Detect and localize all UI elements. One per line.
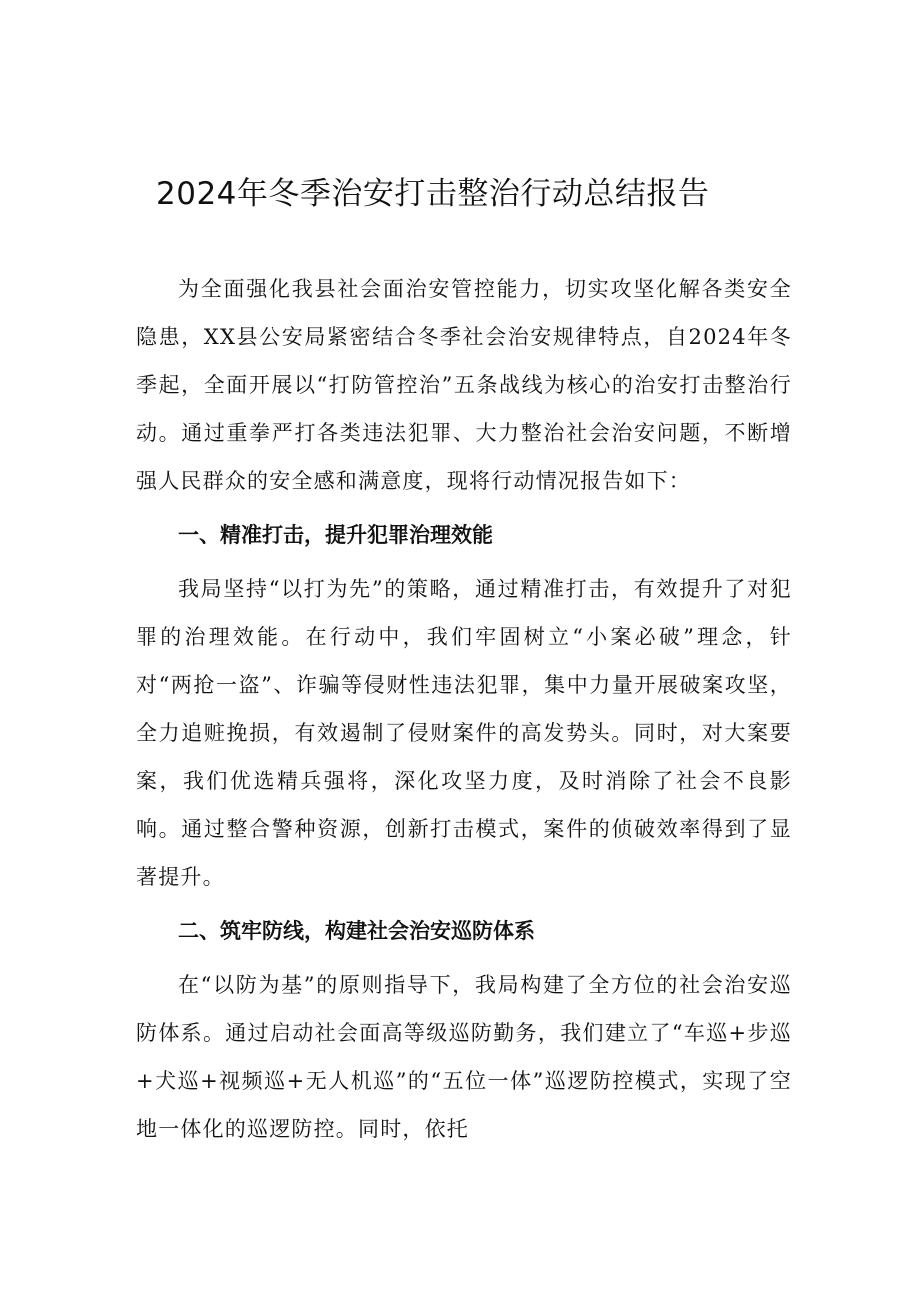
section-paragraph-1: 我局坚持“以打为先”的策略，通过精准打击，有效提升了对犯罪的治理效能。在行动中，我们牢固树立“小案必破”理念，针对“两抢一盗”、诈骗等侵财性违法犯罪，集中力量开展破案攻坚，全力追赃挽损，有效遏制了侵财案件的高发势头。同时，对大案要案，我们优选精兵强将，深化攻坚力度，及时消除了社会不良影响。通过整合警种资源，创新打击模式，案件的侦破效率得到了显著提升。: [136, 577, 792, 889]
document-title: 2024年冬季治安打击整治行动总结报告: [156, 176, 710, 212]
section-heading-2: 二、筑牢防线，构建社会治安巡防体系: [178, 919, 535, 943]
section-heading-1: 一、精准打击，提升犯罪治理效能: [178, 523, 493, 547]
document-body: [136, 265, 792, 1153]
section-paragraph-2: 在“以防为基”的原则指导下，我局构建了全方位的社会治安巡防体系。通过启动社会面高等级巡防勤务，我们建立了“车巡+步巡+犬巡+视频巡+无人机巡”的“五位一体”巡逻防控模式，实现了空地一体化的巡逻防控。同时，依托: [136, 973, 792, 1141]
intro-paragraph: 为全面强化我县社会面治安管控能力，切实攻坚化解各类安全隐患，XX县公安局紧密结合冬季社会治安规律特点，自2024年冬季起，全面开展以“打防管控治”五条战线为核心的治安打击整治行动。通过重拳严打各类违法犯罪、大力整治社会治安问题，不断增强人民群众的安全感和满意度，现将行动情况报告如下：: [136, 277, 792, 493]
